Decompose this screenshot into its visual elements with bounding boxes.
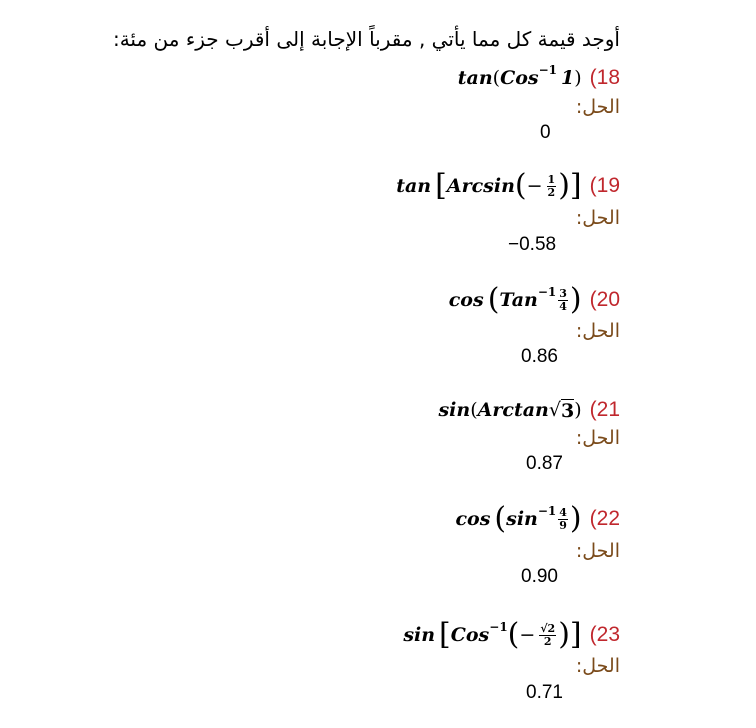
- fraction: [558, 507, 568, 532]
- expression: [403, 617, 582, 652]
- answer: 0.71: [526, 682, 563, 703]
- solution-label: الحل:: [575, 427, 620, 449]
- answer: 0.90: [521, 566, 558, 587]
- answer: −0.58: [508, 234, 557, 255]
- paren-close: ): [574, 67, 582, 89]
- bracket-open: [: [435, 168, 447, 203]
- numerator: 1: [547, 172, 556, 186]
- question-18: [458, 58, 620, 98]
- solution-label: الحل:: [575, 96, 620, 118]
- expression: [396, 168, 582, 203]
- bracket-close: ]: [569, 168, 582, 203]
- superscript: −1: [537, 285, 557, 299]
- inner-func: sin: [506, 508, 538, 530]
- solution-label: الحل:: [575, 320, 620, 342]
- numerator: 4: [559, 505, 567, 519]
- func: cos: [448, 289, 484, 311]
- denominator: 2: [547, 185, 556, 199]
- paren-open: (: [494, 501, 507, 536]
- fraction: [539, 623, 556, 648]
- question-20: [449, 280, 620, 320]
- expression: [448, 282, 582, 317]
- bracket-close: ]: [569, 617, 582, 652]
- paren-close: ): [569, 501, 582, 536]
- answer: 0: [540, 122, 551, 143]
- func: tan: [457, 67, 493, 89]
- paren-close: ): [558, 617, 570, 652]
- question-number: (22: [589, 507, 620, 530]
- paren-open: (: [514, 168, 527, 203]
- instruction-text: أوجد قيمة كل مما يأتي , مقرباً الإجابة إلى أقرب جزء من مئة:: [112, 27, 620, 51]
- minus-sign: −: [526, 175, 543, 197]
- func: sin: [438, 399, 471, 421]
- paren-open: (: [492, 67, 501, 89]
- answer: 0.86: [521, 346, 558, 367]
- func: tan: [396, 175, 432, 197]
- question-number: (20: [589, 288, 620, 311]
- sqrt-symbol: √: [548, 399, 561, 421]
- argument: 3: [560, 399, 575, 422]
- superscript: −1: [537, 504, 557, 518]
- question-number: (18: [589, 66, 620, 89]
- expression: [457, 63, 582, 89]
- superscript: −1: [489, 620, 508, 634]
- inner-func: Cos: [500, 67, 539, 89]
- expression: [438, 399, 581, 422]
- solution-label: الحل:: [575, 207, 620, 229]
- func: sin: [403, 624, 436, 646]
- superscript: −1: [538, 63, 557, 77]
- question-number: (19: [589, 174, 620, 197]
- paren-open: (: [507, 617, 520, 652]
- expression: [455, 501, 582, 536]
- func: cos: [455, 508, 491, 530]
- numerator: √2: [540, 621, 556, 635]
- question-number: (23: [589, 623, 620, 646]
- question-21: [438, 390, 620, 430]
- denominator: 9: [559, 518, 567, 532]
- answer: 0.87: [526, 453, 563, 474]
- paren-close: ): [574, 399, 582, 421]
- question-number: (21: [589, 398, 620, 421]
- denominator: 2: [543, 634, 552, 648]
- question-19: [396, 166, 620, 206]
- fraction: [547, 174, 557, 199]
- paren-open: (: [470, 399, 478, 421]
- inner-func: Arcsin: [446, 175, 515, 197]
- inner-func: Arctan: [477, 399, 549, 421]
- argument: 1: [560, 67, 575, 89]
- bracket-open: [: [439, 617, 451, 652]
- denominator: 4: [559, 299, 567, 313]
- paren-open: (: [487, 282, 500, 317]
- numerator: 3: [559, 286, 567, 300]
- paren-close: ): [558, 168, 570, 203]
- inner-func: Cos: [450, 624, 490, 646]
- solution-label: الحل:: [575, 540, 620, 562]
- paren-close: ): [569, 282, 582, 317]
- minus-sign: −: [519, 624, 536, 646]
- question-22: [455, 499, 620, 539]
- question-23: [403, 615, 620, 655]
- solution-label: الحل:: [575, 655, 620, 677]
- fraction: [558, 288, 568, 313]
- inner-func: Tan: [499, 289, 538, 311]
